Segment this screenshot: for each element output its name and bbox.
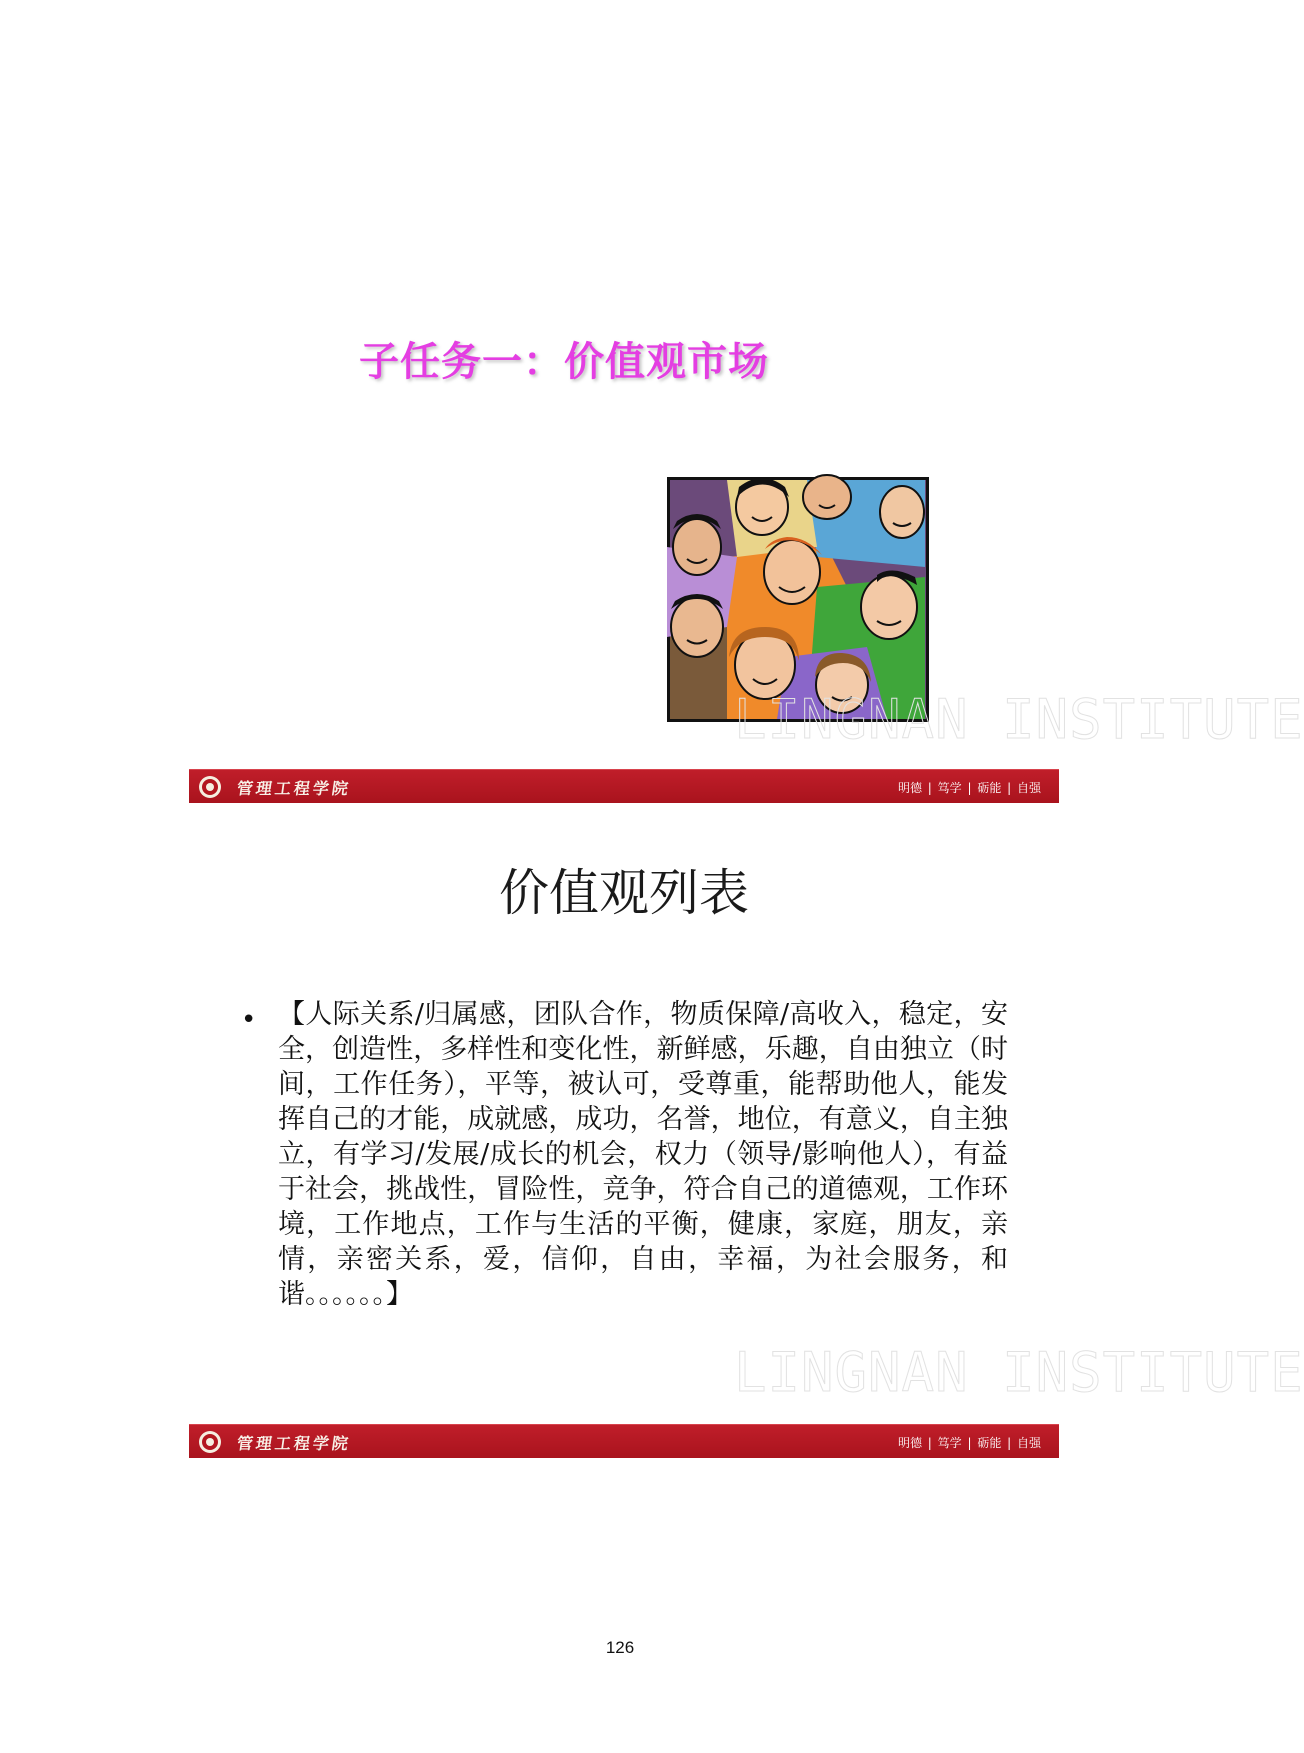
slide-footer [189, 769, 1059, 803]
values-list-text: 【人际关系/归属感，团队合作，物质保障/高收入，稳定，安全，创造性，多样性和变化性，新鲜感，乐趣，自由独立（时间，工作任务），平等，被认可，受尊重，能帮助他人，能发挥自己的才能，成就感，成功，名誉，地位，有意义，自主独立，有学习/发展/成长的机会，权力（领导/影响他人），有益于社会，挑战性，冒险性，竞争，符合自己的道德观，工作环境，工作地点，工作与生活的平衡，健康，家庭，朋友，亲情，亲密关系，爱，信仰，自由，幸福，为社会服务，和谐。。。。。。】 [278, 999, 1008, 1310]
school-name: 管理工程学院 [235, 1434, 353, 1453]
school-motto: 明德 | 笃学 | 砺能 | 自强 [897, 781, 1041, 795]
school-motto: 明德 | 笃学 | 砺能 | 自强 [897, 1436, 1041, 1450]
page-number: 126 [605, 1638, 635, 1657]
slide-footer [189, 1424, 1059, 1458]
bullet-icon: • [241, 1005, 257, 1035]
slide-2-title: 价值观列表 [499, 864, 749, 922]
group-of-people-illustration [667, 477, 929, 722]
slide-2 [189, 803, 1304, 1458]
school-seal-icon [198, 775, 222, 799]
school-name: 管理工程学院 [235, 779, 353, 798]
slide-1 [189, 40, 1304, 803]
watermark-text: LINGNAN INSTITUTE [734, 1341, 1304, 1404]
school-seal-icon [198, 1430, 222, 1454]
slide-1-title: 子任务一：价值观市场 [359, 339, 769, 385]
watermark-text: LINGNAN INSTITUTE [734, 688, 1304, 751]
